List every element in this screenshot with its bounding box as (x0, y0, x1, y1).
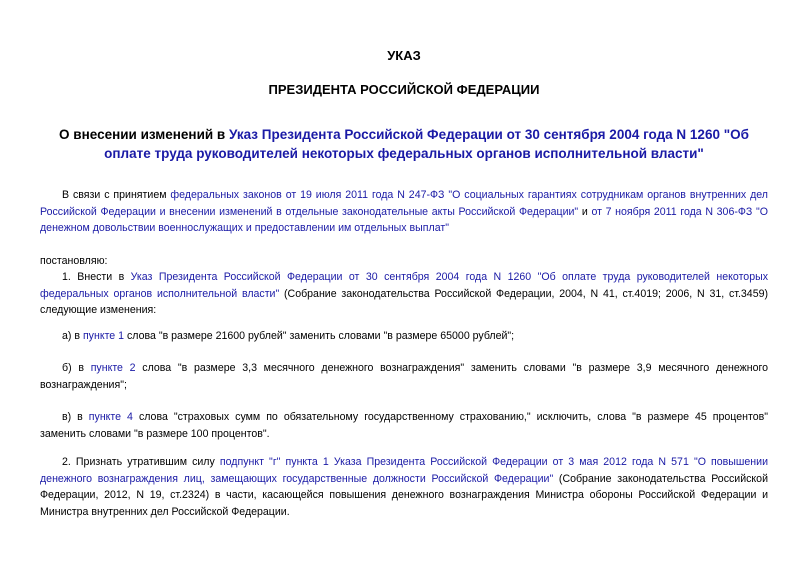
law-306-link[interactable]: от 7 ноября 2011 года N 306-ФЗ "О денежном довольствии военнослужащих и предоставлении им отдельных выплат" (40, 205, 768, 234)
item-2-paragraph (40, 454, 768, 520)
point-4-link[interactable]: пункте 4 (88, 411, 133, 423)
item-2-text-2: (Собрание законодательства Российской Федерации, 2012, N 19, ст.2324) в части, касающейся повышения денежного вознаграждения Министра обороны Российской Федерации и Министра внутренних дел Российской Федерации. (40, 472, 768, 518)
preamble-text-1: В связи с принятием (62, 189, 171, 201)
point-1-link[interactable]: пункте 1 (82, 330, 125, 342)
decree-1260-link[interactable]: Указ Президента Российской Федерации от 30 сентября 2004 года N 1260 "Об оплате труда руководителей некоторых федеральных органов исполнительной власти" (40, 271, 768, 300)
subitem-a-text-1: а) в (62, 330, 83, 342)
subitem-b-paragraph (40, 360, 768, 393)
title-prefix: О внесении изменений в (59, 127, 229, 142)
item-1-text-1: 1. Внести в (62, 271, 131, 283)
subitem-b-text-2: слова "в размере 3,3 месячного денежного вознаграждения" заменить словами "в размере 3,9 месячного денежного вознаграждения"; (40, 362, 768, 391)
doc-type-heading: УКАЗ (387, 48, 421, 63)
preamble-paragraph (40, 187, 768, 237)
preamble-text-2: и (578, 205, 592, 218)
item-2-text-1: 2. Признать утратившим силу (62, 456, 220, 468)
item-1-text-2: (Собрание законодательства Российской Федерации, 2004, N 41, ст.4019; 2006, N 31, ст.3459) следующие изменения: (40, 287, 768, 316)
subitem-c-paragraph (40, 409, 768, 442)
document-title (40, 125, 768, 163)
subitem-a-paragraph (40, 328, 768, 345)
item-1-paragraph (40, 269, 768, 319)
issuer-heading: ПРЕЗИДЕНТА РОССИЙСКОЙ ФЕДЕРАЦИИ (268, 82, 540, 97)
subitem-c-text-2: слова "страховых сумм по обязательному государственному страхованию," исключить, слова "в размере 45 процентов" заменить словами "в размере 100 процентов". (40, 411, 768, 440)
point-2-link[interactable]: пункте 2 (90, 362, 136, 374)
subitem-c-text-1: в) в (62, 411, 89, 423)
subitem-a-text-2: слова "в размере 21600 рублей" заменить словами "в размере 65000 рублей"; (124, 330, 515, 342)
federal-laws-link[interactable]: федеральных законов от 19 июля 2011 года N 247-ФЗ "О социальных гарантиях сотрудникам органов внутренних дел Российской Федерации и внесении изменений в отдельные законодательные акты Российской Федерации" (40, 189, 768, 218)
subitem-b-text-1: б) в (62, 362, 91, 374)
subpoint-g-link[interactable]: подпункт "г" пункта 1 Указа Президента Российской Федерации от 3 мая 2012 года N 571 "О повышении денежного вознаграждения лиц, замещающих государственные должности Российской Федерации" (40, 456, 768, 485)
decree-word: постановляю: (40, 255, 108, 267)
title-decree-link[interactable]: Указ Президента Российской Федерации от 30 сентября 2004 года N 1260 "Об оплате труда руководителей некоторых федеральных органов исполнительной власти" (104, 127, 749, 161)
